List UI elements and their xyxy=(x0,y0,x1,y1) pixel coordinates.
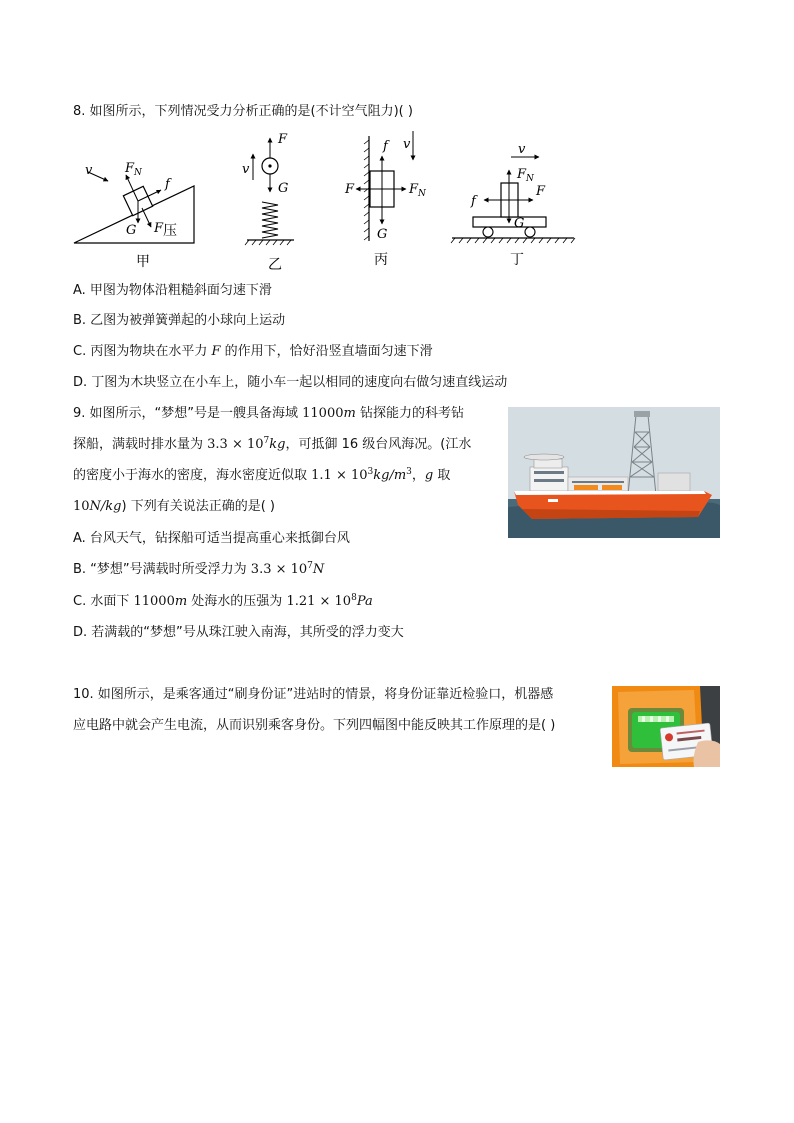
q8-option-c: C. 丙图为物块在水平力 F 的作用下，恰好沿竖直墙面匀速下滑 xyxy=(73,344,433,359)
q8-option-d: D. 丁图为木块竖立在小车上，随小车一起以相同的速度向右做匀速直线运动 xyxy=(73,375,508,390)
jia-v: v xyxy=(85,163,93,178)
yi-F: F xyxy=(278,132,288,147)
figure-yi xyxy=(242,132,294,273)
cart-wheel-left xyxy=(483,227,493,237)
figure-ding xyxy=(451,142,575,268)
q9-option-d: D. 若满载的“梦想”号从珠江驶入南海，其所受的浮力变大 xyxy=(73,625,404,640)
q8-figures xyxy=(66,128,586,273)
ding-FN: $F_N$ xyxy=(517,167,534,184)
yi-v: v xyxy=(242,162,250,177)
bing-G: G xyxy=(377,227,388,242)
ship-photo xyxy=(508,407,720,538)
id-reader-photo xyxy=(612,686,720,767)
caption-jia: 甲 xyxy=(136,254,150,270)
jia-FN: $F_N$ xyxy=(125,161,142,178)
ding-F: F xyxy=(536,184,546,199)
q9-option-b: B. “梦想”号满载时所受浮力为 $3.3 \times 10^7N$ xyxy=(73,561,325,577)
q9-stem-line-1: 9. 如图所示，“梦想”号是一艘具备海域 11000m 钻探能力的科考钻 xyxy=(73,406,464,421)
bing-F: F xyxy=(345,182,355,197)
q9-option-c: C. 水面下 11000m 处海水的压强为 $1.21 \times 10^8Pa$ xyxy=(73,593,373,609)
jia-G: G xyxy=(126,223,137,238)
cart-wheel-right xyxy=(525,227,535,237)
yi-G: G xyxy=(278,181,289,196)
q8-option-a: A. 甲图为物体沿粗糙斜面匀速下滑 xyxy=(73,283,272,298)
figure-bing xyxy=(344,131,427,268)
q8-stem: 8. 如图所示，下列情况受力分析正确的是(不计空气阻力)( ) xyxy=(73,104,413,119)
q10-stem-line-1: 10. 如图所示，是乘客通过“刷身份证”进站时的情景，将身份证靠近检验口，机器感 xyxy=(73,687,554,702)
jia-f: f xyxy=(165,177,170,192)
bing-v: v xyxy=(403,137,411,152)
figure-jia xyxy=(74,161,194,270)
q9-option-a: A. 台风天气，钻探船可适当提高重心来抵御台风 xyxy=(73,531,350,546)
bing-f: f xyxy=(383,139,388,154)
caption-yi: 乙 xyxy=(268,257,282,273)
q10-stem-line-2: 应电路中就会产生电流，从而识别乘客身份。下列四幅图中能反映其工作原理的是( ) xyxy=(73,718,556,733)
ding-G: G xyxy=(514,216,525,231)
bing-FN: $F_N$ xyxy=(409,182,426,199)
caption-ding: 丁 xyxy=(510,252,524,268)
caption-bing: 丙 xyxy=(374,252,388,268)
q9-stem-line-3: 的密度小于海水的密度，海水密度近似取 $1.1 \times 10^3kg/m^3$，g 取 xyxy=(73,467,451,483)
ding-v: v xyxy=(518,142,526,157)
jia-Fya: F压 xyxy=(154,221,178,239)
q8-option-b: B. 乙图为被弹簧弹起的小球向上运动 xyxy=(73,313,286,328)
spring xyxy=(262,202,278,238)
ding-f: f xyxy=(471,194,476,209)
q9-stem-line-2: 探船，满载时排水量为 $3.3 \times 10^7kg$，可抵御 16 级台风海况。(江水 xyxy=(73,436,472,452)
q9-stem-line-4: 10N/kg) 下列有关说法正确的是( ) xyxy=(73,499,275,514)
